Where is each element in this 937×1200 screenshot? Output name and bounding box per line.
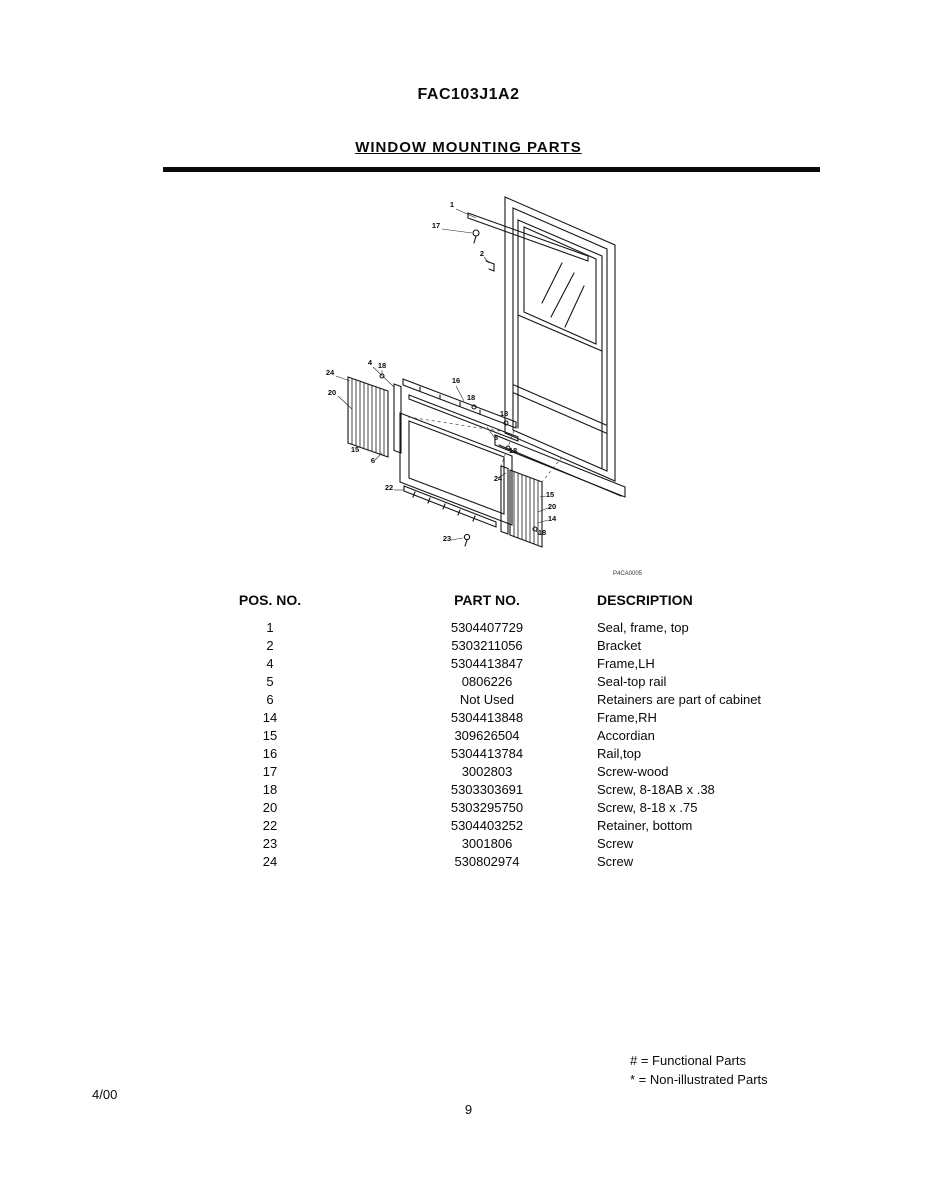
cell-pos-no: 2 [266, 638, 274, 653]
diagram-callout: 23 [442, 534, 452, 543]
right-accordion-folds [514, 472, 538, 546]
cell-spacer [310, 673, 377, 691]
table-row [230, 853, 862, 871]
footnote-functional-parts: # = Functional Parts [630, 1053, 746, 1068]
table-row [230, 637, 862, 655]
cell-description: Bracket [597, 638, 642, 653]
cell-pos-no: 15 [262, 728, 278, 743]
cell-spacer [310, 655, 377, 673]
cell-part-no: 3002803 [461, 764, 513, 779]
header-part-no: PART NO. [454, 592, 520, 608]
cell-description: Screw [597, 836, 634, 851]
table-row [230, 727, 862, 745]
exploded-parts-diagram [270, 185, 690, 585]
table-row [230, 817, 862, 835]
cell-spacer [310, 619, 377, 637]
table-row [230, 673, 862, 691]
cell-part-no: 5303303691 [450, 782, 524, 797]
cell-part-no: 309626504 [454, 728, 520, 743]
date-code: 4/00 [92, 1087, 118, 1102]
cell-description: Screw, 8-18AB x .38 [597, 782, 715, 797]
cell-spacer [310, 781, 377, 799]
diagram-callout: 18 [537, 528, 547, 537]
cell-part-no: 5304413848 [450, 710, 524, 725]
diagram-callout: 24 [493, 474, 503, 483]
diagram-callout: 18 [499, 409, 509, 418]
cell-pos-no: 17 [262, 764, 278, 779]
cell-pos-no: 4 [266, 656, 274, 671]
cell-part-no: 3001806 [461, 836, 513, 851]
cell-spacer [310, 817, 377, 835]
cell-pos-no: 24 [262, 854, 278, 869]
parts-table-body [230, 619, 862, 871]
table-row [230, 655, 862, 673]
table-row [230, 709, 862, 727]
cell-description: Rail,top [597, 746, 642, 761]
cell-description: Frame,LH [597, 656, 655, 671]
cell-pos-no: 16 [262, 746, 278, 761]
cell-spacer [310, 745, 377, 763]
cell-part-no: 530802974 [454, 854, 520, 869]
cell-pos-no: 20 [262, 800, 278, 815]
cell-pos-no: 5 [266, 674, 274, 689]
cell-spacer [310, 709, 377, 727]
header-pos-no: POS. NO. [238, 592, 302, 608]
cell-pos-no: 22 [262, 818, 278, 833]
cell-spacer [310, 637, 377, 655]
table-header-row [230, 591, 862, 619]
section-title: WINDOW MOUNTING PARTS [355, 139, 582, 156]
cell-part-no: Not Used [459, 692, 515, 707]
diagram-callout: 15 [545, 490, 555, 499]
diagram-code: P4CA0005 [613, 571, 643, 577]
page-number: 9 [464, 1102, 473, 1117]
table-row [230, 781, 862, 799]
cell-description: Screw, 8-18 x .75 [597, 800, 698, 815]
cell-spacer [310, 853, 377, 871]
table-row [230, 835, 862, 853]
mounting-frame-drawing [400, 379, 518, 525]
cell-description: Seal, frame, top [597, 620, 689, 635]
diagram-callout: 1 [449, 200, 455, 209]
header-spacer [310, 591, 377, 619]
right-accordion-drawing [501, 466, 542, 547]
header-description: DESCRIPTION [597, 592, 693, 608]
cell-spacer [310, 691, 377, 709]
footnote-non-illustrated-parts: * = Non-illustrated Parts [630, 1072, 768, 1087]
model-number: FAC103J1A2 [417, 86, 520, 103]
diagram-callout: 15 [350, 445, 360, 454]
cell-description: Seal-top rail [597, 674, 667, 689]
diagram-callout: 22 [384, 483, 394, 492]
cell-part-no: 0806226 [461, 674, 513, 689]
cell-part-no: 5304413847 [450, 656, 524, 671]
diagram-callout: 2 [479, 249, 485, 258]
cell-part-no: 5303211056 [451, 638, 523, 653]
table-row [230, 691, 862, 709]
diagram-callout: 5 [493, 433, 499, 442]
diagram-callout: 6 [370, 456, 376, 465]
diagram-callout: 18 [508, 446, 518, 455]
diagram-callout: 16 [451, 376, 461, 385]
cell-spacer [310, 799, 377, 817]
diagram-callout: 24 [325, 368, 335, 377]
cell-description: Frame,RH [597, 710, 657, 725]
cell-description: Accordian [597, 728, 655, 743]
parts-table [230, 591, 862, 871]
diagram-callout: 18 [377, 361, 387, 370]
footnotes [630, 1051, 768, 1089]
cell-pos-no: 1 [266, 620, 274, 635]
cell-part-no: 5304413784 [450, 746, 524, 761]
diagram-callout: 14 [547, 514, 557, 523]
diagram-callout: 4 [367, 358, 373, 367]
diagram-callout: 20 [327, 388, 337, 397]
table-row [230, 799, 862, 817]
cell-spacer [310, 835, 377, 853]
table-row [230, 619, 862, 637]
bottom-retainer-drawing [404, 486, 496, 527]
table-row [230, 763, 862, 781]
cell-part-no: 5303295750 [450, 800, 524, 815]
cell-pos-no: 18 [262, 782, 278, 797]
title-rule [163, 167, 820, 172]
cell-description: Screw-wood [597, 764, 669, 779]
diagram-callout: 17 [431, 221, 441, 230]
table-row [230, 745, 862, 763]
diagram-callout: 18 [466, 393, 476, 402]
diagram-callout: 20 [547, 502, 557, 511]
cell-part-no: 5304407729 [450, 620, 524, 635]
cell-spacer [310, 727, 377, 745]
cell-spacer [310, 763, 377, 781]
cell-pos-no: 23 [262, 836, 278, 851]
cell-pos-no: 14 [262, 710, 278, 725]
cell-description: Screw [597, 854, 634, 869]
cell-pos-no: 6 [266, 692, 274, 707]
cell-part-no: 5304403252 [450, 818, 524, 833]
cell-description: Retainers are part of cabinet [597, 692, 762, 707]
cell-description: Retainer, bottom [597, 818, 693, 833]
